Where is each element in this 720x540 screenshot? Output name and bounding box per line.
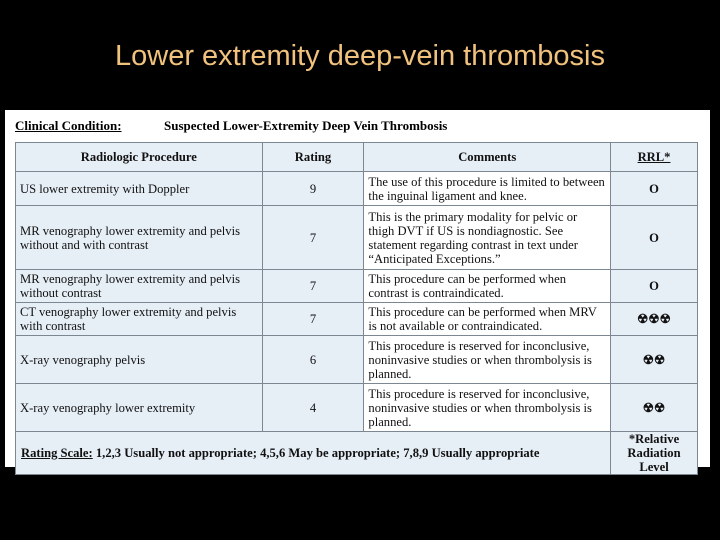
rrl-note-line-1: *Relative xyxy=(628,432,680,446)
rrl-cell: ☢☢☢ xyxy=(611,303,698,336)
header-procedure: Radiologic Procedure xyxy=(16,143,263,172)
table-row xyxy=(16,206,698,270)
clinical-condition-value: Suspected Lower-Extremity Deep Vein Thrombosis xyxy=(164,118,448,133)
appropriateness-panel xyxy=(5,110,710,474)
table-footer-row xyxy=(16,432,698,475)
clinical-condition-label: Clinical Condition: xyxy=(15,118,122,133)
comment-cell: The use of this procedure is limited to between the inguinal ligament and knee. xyxy=(364,172,611,206)
procedure-cell: X-ray venography lower extremity xyxy=(16,384,263,432)
table-row xyxy=(16,384,698,432)
rating-cell: 9 xyxy=(262,172,364,206)
table-header-row xyxy=(16,143,698,172)
clinical-condition xyxy=(15,118,448,134)
rrl-cell: O xyxy=(611,172,698,206)
rating-cell: 6 xyxy=(262,336,364,384)
rating-cell: 4 xyxy=(262,384,364,432)
rating-cell: 7 xyxy=(262,206,364,270)
procedure-cell: MR venography lower extremity and pelvis without contrast xyxy=(16,270,263,303)
rrl-cell: ☢☢ xyxy=(611,384,698,432)
header-comments: Comments xyxy=(364,143,611,172)
rrl-note xyxy=(611,432,698,475)
comment-cell: This procedure can be performed when MRV is not available or contraindicated. xyxy=(364,303,611,336)
procedure-cell: MR venography lower extremity and pelvis without and with contrast xyxy=(16,206,263,270)
comment-cell: This procedure is reserved for inconclusive, noninvasive studies or when thrombolysis is planned. xyxy=(364,336,611,384)
comment-cell: This procedure is reserved for inconclusive, noninvasive studies or when thrombolysis is planned. xyxy=(364,384,611,432)
procedure-cell: US lower extremity with Doppler xyxy=(16,172,263,206)
table-row xyxy=(16,172,698,206)
rrl-cell: O xyxy=(611,206,698,270)
rating-scale-label: Rating Scale: xyxy=(21,446,93,460)
rrl-note-line-2: Radiation Level xyxy=(627,446,681,474)
slide-title: Lower extremity deep-vein thrombosis xyxy=(115,40,605,72)
table-row xyxy=(16,336,698,384)
rating-cell: 7 xyxy=(262,270,364,303)
table-row xyxy=(16,270,698,303)
comment-cell: This procedure can be performed when contrast is contraindicated. xyxy=(364,270,611,303)
rating-scale xyxy=(16,432,611,475)
rrl-cell: O xyxy=(611,270,698,303)
procedure-table xyxy=(15,142,698,475)
header-rating: Rating xyxy=(262,143,364,172)
procedure-cell: CT venography lower extremity and pelvis with contrast xyxy=(16,303,263,336)
rating-scale-text: 1,2,3 Usually not appropriate; 4,5,6 May be appropriate; 7,8,9 Usually appropriate xyxy=(92,446,540,460)
procedure-cell: X-ray venography pelvis xyxy=(16,336,263,384)
table-row xyxy=(16,303,698,336)
rrl-cell: ☢☢ xyxy=(611,336,698,384)
header-rrl-link[interactable]: RRL* xyxy=(611,143,698,172)
comment-cell: This is the primary modality for pelvic or thigh DVT if US is nondiagnostic. See statement regarding contrast in text under “Anticipated Exceptions.” xyxy=(364,206,611,270)
rating-cell: 7 xyxy=(262,303,364,336)
